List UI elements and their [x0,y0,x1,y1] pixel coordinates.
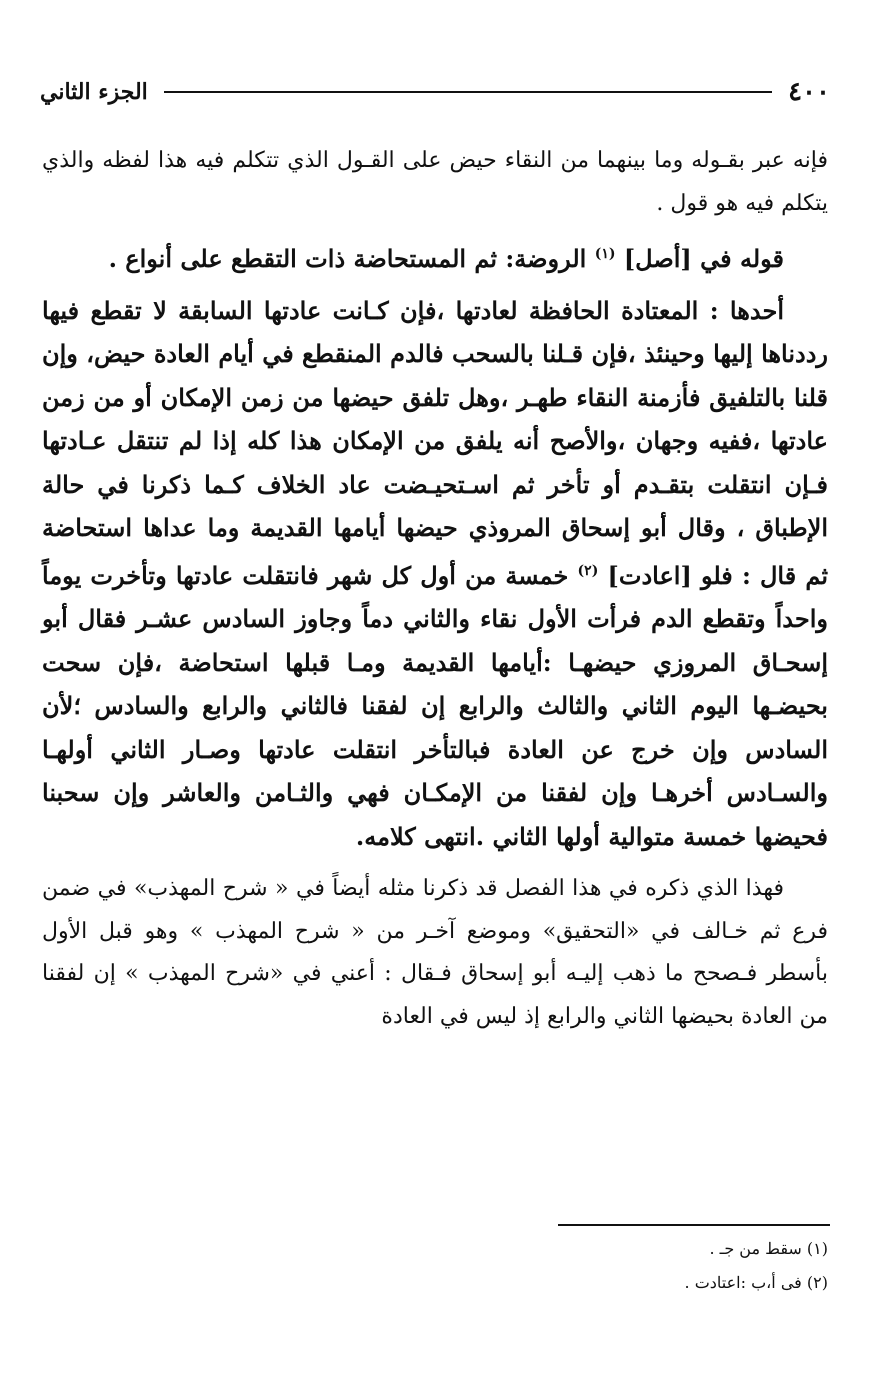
footnote-ref-1: (١) [594,246,616,262]
footnote-2: (٢) فى أ،ب :اعتادت . [684,1273,828,1292]
footnotes [42,1232,828,1300]
main-text [42,140,828,1038]
page-header [40,74,830,110]
paragraph-text: خمسة من أول كل شهر فانتقلت عادتها وتأخرت يوماً واحداً وتقطع الدم فرأت الأول نقاء والثاني دماً وجاوز السادس عشـر فقال أبو إسحـاق المروزي حيضهـا :أيامها القديمة ومـا قبلها استحاضة ،فإن سحت بحيضـها اليوم الثاني والثالث والرابع إن لفقنا فالثاني والرابع والسادس ؛لأن السادس وإن خرج عن العادة فبالتأخر انتقلت عادتها وصـار الثاني أولهـا والسـادس أخرهـا وإن لفقنا من الإمكـان فهي والثـامن والعاشر وإن سحبنا فحيضها خمسة متوالية أولها الثاني .انتهى كلامه. [42,560,828,851]
footnote-ref-2: (٢) [577,562,599,579]
page-number: ٤٠٠ [788,77,830,107]
header-rule [164,91,772,93]
running-title: الجزء الثاني [40,79,148,105]
footnote-rule [558,1224,830,1226]
paragraph-commentary: فهذا الذي ذكره في هذا الفصل قد ذكرنا مثله أيضاً في « شرح المهذب» في ضمن فرع ثم خـالف في «التحقيق» وموضع آخـر من « شرح المهذب » وهو قبل الأول بأسطر فـصحح ما ذهب إليـه أبو إسحاق فـقال : أعني في «شرح المهذب » إن لفقنا من العادة بحيضها الثاني والرابع إذ ليس في العادة [42,876,828,1029]
paragraph-text: قوله في [أصل] [623,244,784,273]
paragraph-quote-heading [42,233,828,281]
paragraph-continuation: فإنه عبر بقـوله وما بينهما من النقاء حيض على القـول الذي تتكلم فيه هذا لفظه والذي يتكلم فيه هو قول . [42,148,828,216]
paragraph-text: الروضة: ثم المستحاضة ذات التقطع على أنواع . [108,244,595,273]
footnote-1: (١) سقط من جـ . [709,1239,828,1258]
paragraph-text: أحدها : المعتادة الحافظة لعادتها ،فإن كـانت عادتها السابقة لا تقطع فيها رددناها إليها وحينئذ ،فإن قـلنا بالسحب فالدم المنقطع في أيام العادة حيض، وإن قلنا بالتلفيق فأزمنة النقاء طهـر ،وهل تلفق حيضها من زمن الإمكان أو من زمن عادتها ،ففيه وجهان ،والأصح أنه يلفق من الإمكان هذا كله إذا لم تنتقل عـادتها فـإن انتقلت بتقـدم أو تأخر ثم اسـتحيـضت عاد الخلاف كـما ذكرنا في حالة الإطباق ، وقال أبو إسحاق المروذي حيضها أيامها القديمة وما عداها استحاضة ثم قال : فلو [اعادت] [42,295,829,590]
paragraph-quote-body [42,289,828,859]
